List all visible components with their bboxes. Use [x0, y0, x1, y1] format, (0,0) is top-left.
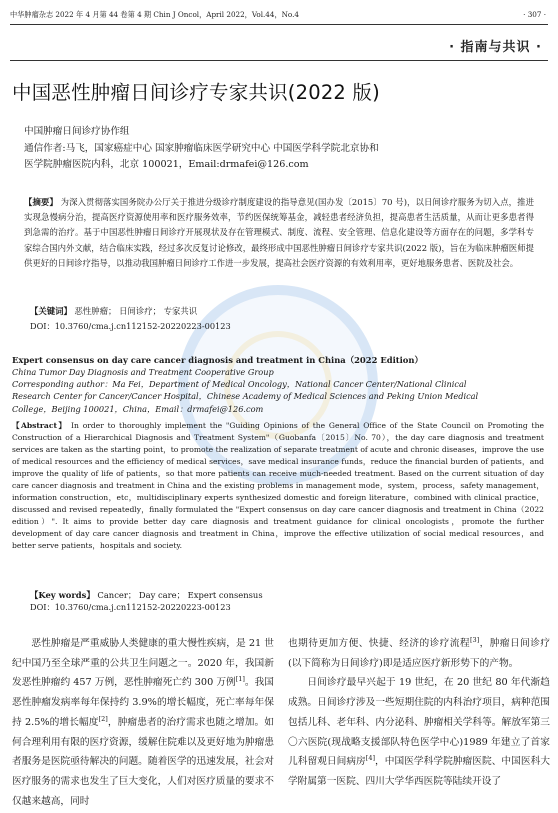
english-title: Expert consensus on day care cancer diagnosis and treatment in China（2022 Edition）	[12, 355, 423, 365]
english-corr-line-1: Corresponding author：Ma Fei，Department of Medical Oncology，National Cancer Center/National Clinical	[12, 379, 467, 390]
section-tag: · 指南与共识 ·	[449, 40, 542, 55]
keywords-cn	[30, 305, 197, 317]
abstract-cn	[24, 195, 534, 271]
english-author-group: China Tumor Day Diagnosis and Treatment Cooperative Group	[12, 367, 274, 377]
doi-en: DOI：10.3760/cma.j.cn112152-20220223-00123	[30, 602, 231, 612]
keywords-cn-label: 【关键词】	[30, 306, 72, 316]
author-group: 中国肿瘤日间诊疗协作组	[24, 126, 130, 137]
keywords-cn-text: 恶性肿瘤； 日间诊疗； 专家共识	[74, 306, 198, 316]
keywords-en-text: Cancer； Day care； Expert consensus	[97, 590, 263, 600]
english-corr-line-3: College，Beijing 100021，China，Email：drmafei@126.com	[12, 403, 264, 414]
keywords-en-label: 【Key words】	[30, 590, 95, 600]
running-head	[10, 10, 548, 22]
citation-ref: [3]	[470, 635, 480, 644]
article-title: 中国恶性肿瘤日间诊疗专家共识(2022 版)	[12, 81, 380, 104]
body-paragraph: 日间诊疗最早兴起于 19 世纪，在 20 世纪 80 年代渐趋成熟。日间诊疗涉及一些短期住院的内科治疗项目，病种范围包括儿科、老年科、内分泌科、肿瘤相关学科等。解放军第三〇六医院(现战略支援部队特色医学中心)1989 年建立了首家儿科留观日间病房[4]，中国医学科学院肿瘤医院、中国医科大学附属第一医院、四川大学华西医院等陆续开设了	[288, 677, 551, 787]
abstract-cn-text: 为深入贯彻落实国务院办公厅关于推进分级诊疗制度建设的指导意见(国办发〔2015〕70 号)，以日间诊疗服务为切入点，推进实现急慢病分治，提高医疗资源使用率和医疗服务效率，节约医保统筹基金，减轻患者经济负担，提高患者生活质量，从而让更多患者得到急需的治疗。基于中国恶性肿瘤日间诊疗开展现状及存在管理模式、制度、流程、安全管理、信息化建设等方面存在的问题，多学科专家综合国内外文献，结合临床实践，经过多次反复讨论修改，最终形成中国恶性肿瘤日间诊疗专家共识(2022 版)，旨在为临床肿瘤医师提供更好的日间诊疗指导，以推动我国肿瘤日间诊疗工作进一步发展，提高社会医疗资源的有效利用率，更好地服务患者、医院及社会。	[24, 197, 534, 268]
body-paragraph: 也期待更加方便、快捷、经济的诊疗流程[3]，肿瘤日间诊疗(以下简称为日间诊疗)即是适应医疗新形势下的产物。	[288, 635, 551, 669]
citation-ref: [4]	[365, 753, 375, 762]
body-column-left	[12, 634, 274, 811]
english-corr-line-2: Research Center for Cancer/Cancer Hospital，Chinese Academy of Medical Sciences and Peking Union Medical	[12, 391, 479, 402]
abstract-en-label: 【Abstract】	[12, 421, 68, 430]
body-column-right	[288, 634, 550, 792]
corresponding-author-line-1: 通信作者:马飞，国家癌症中心 国家肿瘤临床医学研究中心 中国医学科学院北京协和	[24, 142, 379, 154]
corresponding-author-line-2: 医学院肿瘤医院内科，北京 100021，Email:drmafei@126.com	[24, 159, 309, 170]
body-paragraph: 恶性肿瘤是严重威胁人类健康的重大慢性疾病，是 21 世纪中国乃至全球严重的公共卫生问题之一。2020 年，我国新发恶性肿瘤约 457 万例，恶性肿瘤死亡约 300 万例[1]。我国恶性肿瘤发病率每年保持约 3.9%的增长幅度，死亡率每年保持 2.5%的增长幅度[2]，肿瘤患者的治疗需求也随之增加。如何合理利用有限的医疗资源，缓解住院难以及更好地为肿瘤患者服务是医院亟待解决的问题。随着医学的迅速发展，社会对医疗服务的需求也发生了巨大变化，人们对医疗质量的要求不仅越来越高，同时	[12, 638, 274, 807]
abstract-en-text: In order to thoroughly implement the "Guiding Opinions of the General Office of the State Council on Promoting the Construction of a Hierarchical Diagnosis and Treatment System"（Guobanfa〔2015〕No. 70），the day care diagnosis and treatment services are taken as the starting point，to promote the realization of separate treatment of acute and chronic diseases，improve the use of medical resources and the efficiency of medical services，save medical insurance funds，reduce the financial burden of patients，and improve the quality of life of patients，so that more patients can receive much-needed treatment. Based on the current situation of day care cancer diagnosis and treatment in China and the existing problems in management mode，system，process，safety management，information construction，etc，multidisciplinary experts synthesized domestic and foreign literature，combined with clinical practice，discussed and revised repeatedly，finally formulated the "Expert consensus on day care cancer diagnosis and treatment in China（2022 edition）". It aims to provide better day care diagnosis and treatment guidance for clinical oncologists，promote the further development of day care cancer diagnosis and treatment in China，improve the effective utilization of social medical resources，and better serve patients，hospitals and society.	[12, 421, 544, 550]
author-block	[24, 124, 534, 174]
keywords-en	[30, 589, 263, 601]
section-rule	[10, 60, 548, 61]
header-rule	[10, 24, 548, 25]
page-number: · 307 ·	[523, 10, 546, 19]
abstract-en	[12, 420, 544, 552]
citation-ref: [1]	[235, 675, 245, 684]
english-author-block	[12, 366, 544, 415]
running-head-journal: 中华肿瘤杂志 2022 年 4 月第 44 卷第 4 期 Chin J Oncol，April 2022，Vol.44，No.4	[10, 10, 299, 19]
doi-cn: DOI：10.3760/cma.j.cn112152-20220223-00123	[30, 321, 231, 331]
citation-ref: [2]	[98, 714, 108, 723]
abstract-cn-label: 【摘要】	[24, 197, 58, 207]
